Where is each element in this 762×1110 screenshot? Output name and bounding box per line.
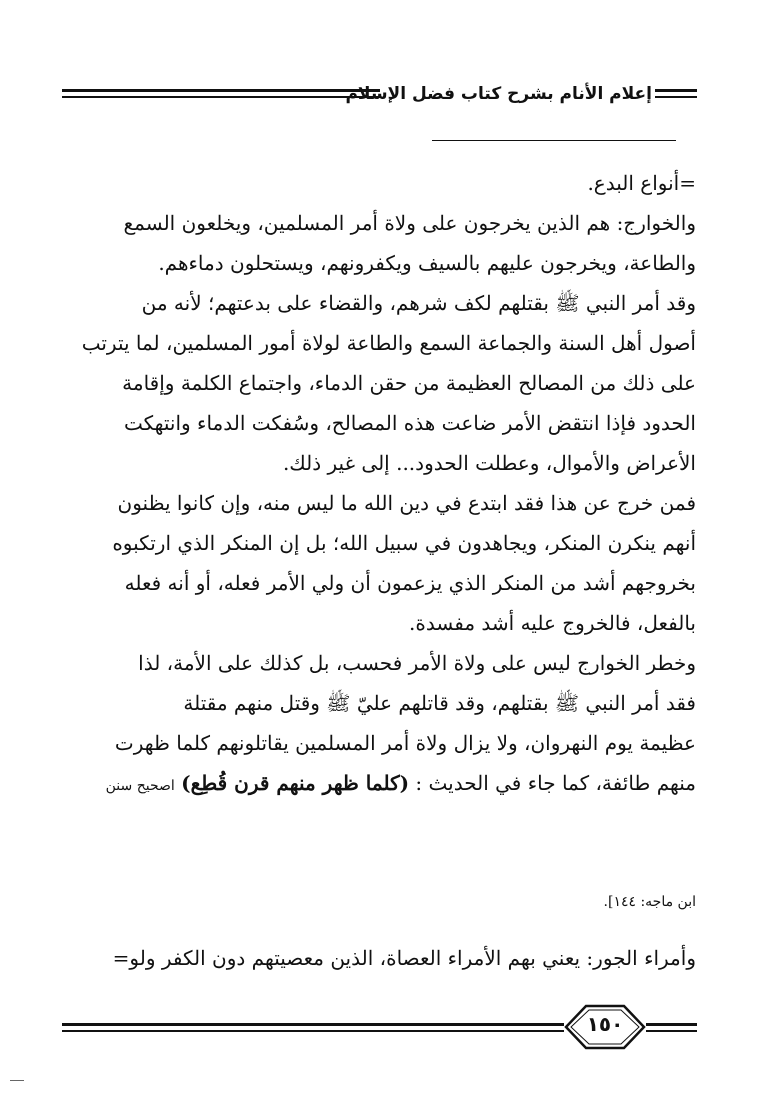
text-line: أنهم ينكرن المنكر، ويجاهدون في سبيل الله؛ بل إن المنكر الذي ارتكبوه [112,531,696,555]
scan-mark [10,1080,24,1081]
citation-start: اصحيح سنن [105,778,175,794]
text-line-hadith [62,763,696,803]
text-line: فمن خرج عن هذا فقد ابتدع في دين الله ما ليس منه، وإن كانوا يظنون [117,491,696,515]
text-line: بالفعل، فالخروج عليه أشد مفسدة. [409,611,696,635]
text-line: وأمراء الجور: يعني بهم الأمراء العصاة، الذين معصيتهم دون الكفر ولو= [112,946,696,970]
text-line: عظيمة يوم النهروان، ولا يزال ولاة أمر المسلمين يقاتلونهم كلما ظهرت [114,731,696,755]
header-rule-right-bottom [655,96,697,98]
footer-rule-left-bottom [62,1030,564,1032]
header-rule-left-top [62,89,380,92]
body-text-lower [62,938,696,978]
text-line: وقد أمر النبي ﷺ بقتلهم لكف شرهم، والقضاء على بدعتهم؛ لأنه من [141,291,696,315]
text-line: والخوارج: هم الذين يخرجون على ولاة أمر المسلمين، ويخلعون السمع [123,211,696,235]
text-line: والطاعة، ويخرجون عليهم بالسيف ويكفرونهم، ويستحلون دماءهم. [158,251,696,275]
footer-rule-right-bottom [646,1030,697,1032]
separator-rule [432,140,676,141]
text-line: وخطر الخوارج ليس على ولاة الأمر فحسب، بل كذلك على الأمة، لذا [138,651,696,675]
text-line: فقد أمر النبي ﷺ بقتلهم، وقد قاتلهم عليّ ﷺ وقتل منهم مقتلة [183,691,696,715]
text-line: على ذلك من المصالح العظيمة من حقن الدماء، واجتماع الكلمة وإقامة [122,371,696,395]
header-rule-right-top [655,89,697,92]
page-number: ١٥٠ [586,1012,624,1036]
text-line: الأعراض والأموال، وعطلت الحدود... إلى غير ذلك. [282,451,696,475]
header-rule-left-bottom [62,96,380,98]
text-line: =أنواع البدع. [587,171,696,195]
text-line: بخروجهم أشد من المنكر الذي يزعمون أن ولي الأمر فعله، أو أنه فعله [124,571,696,595]
citation-continuation: ابن ماجه: ١٤٤]. [603,894,696,910]
body-text-upper [62,163,696,803]
hadith-quote: (كلما ظهر منهم قرن قُطِع) [181,771,410,795]
running-header-title: إعلام الأنام بشرح كتاب فضل الإسلام [345,84,652,104]
hadith-intro: منهم طائفة، كما جاء في الحديث : [415,771,696,795]
text-line: الحدود فإذا انتقض الأمر ضاعت هذه المصالح، وسُفكت الدماء وانتهكت [123,411,696,435]
text-line: أصول أهل السنة والجماعة السمع والطاعة لولاة أمور المسلمين، لما يترتب [81,331,696,355]
footer-rule-right-top [646,1023,697,1026]
footer-rule-left-top [62,1023,564,1026]
